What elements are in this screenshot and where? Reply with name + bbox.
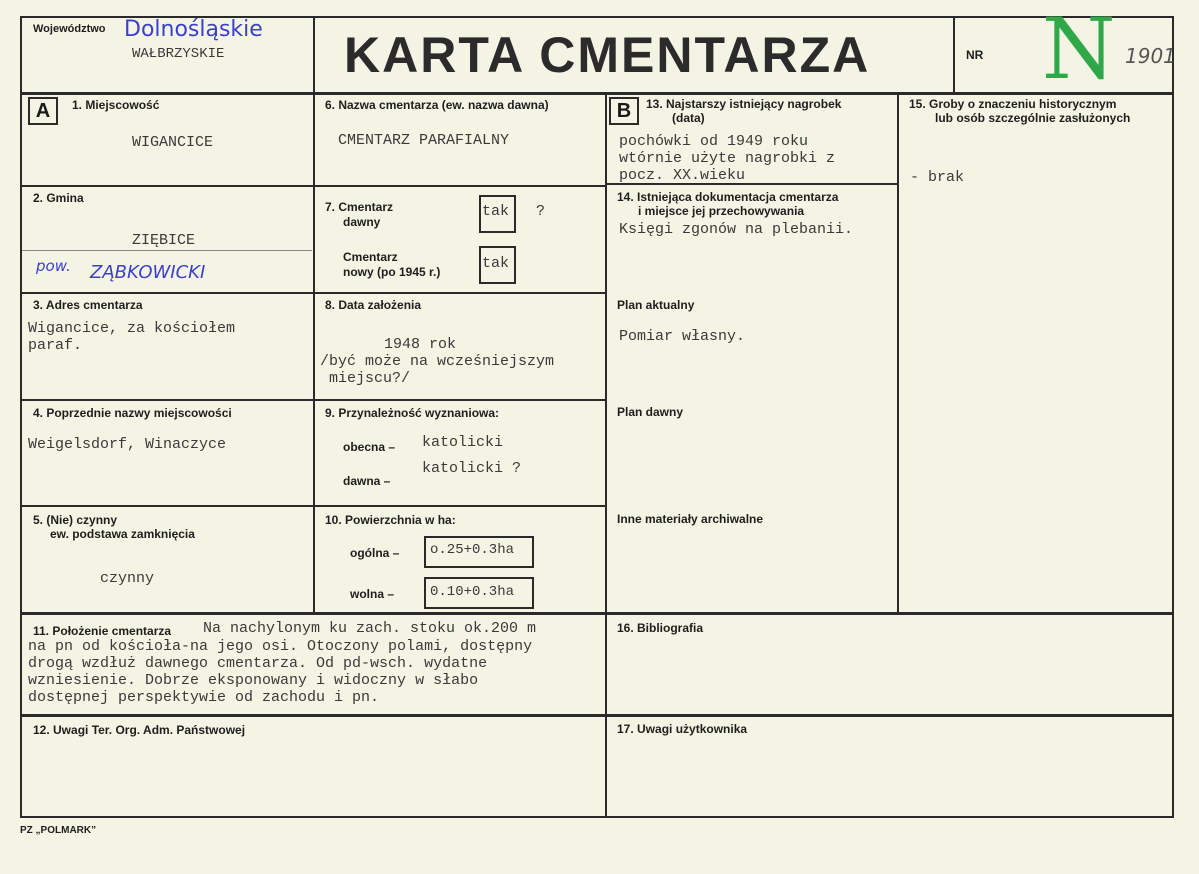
f9-label: 9. Przynależność wyznaniowa: xyxy=(325,406,500,420)
f7-dawny-label-1: 7. Cmentarz xyxy=(325,200,394,214)
section-a-marker: A xyxy=(28,97,58,125)
plan-dawny-label: Plan dawny xyxy=(617,405,684,419)
gmina-underline xyxy=(22,250,312,251)
frame-bottom xyxy=(20,816,1174,818)
f15-value: - brak xyxy=(910,169,965,186)
f14-label-1: 14. Istniejąca dokumentacja cmentarza xyxy=(617,190,839,204)
f14-label-2: i miejsce jej przechowywania xyxy=(638,204,805,218)
f9-dawna-label: dawna – xyxy=(343,474,391,488)
f7-nowy-label-1: Cmentarz xyxy=(343,250,398,264)
f2-value: ZIĘBICE xyxy=(132,232,196,249)
f9-dawna-value: katolicki ? xyxy=(422,460,522,477)
f12-label: 12. Uwagi Ter. Org. Adm. Państwowej xyxy=(33,723,246,737)
f15-label-2: lub osób szczególnie zasłużonych xyxy=(935,111,1131,125)
f7-dawny-value: tak xyxy=(482,203,510,220)
wojewodztwo-stamp: Dolnośląskie xyxy=(124,17,263,42)
wojewodztwo-label: Województwo xyxy=(33,23,106,35)
f8-value-1: 1948 rok xyxy=(384,336,457,353)
inne-materialy-label: Inne materiały archiwalne xyxy=(617,512,764,526)
f6-value: CMENTARZ PARAFIALNY xyxy=(338,132,510,149)
row-line-2 xyxy=(20,292,607,294)
row-line-4 xyxy=(20,505,607,507)
f11-line-1: Na nachylonym ku zach. stoku ok.200 m xyxy=(203,620,537,637)
f11-value: na pn od kościoła-na jego osi. Otoczony polami, dostępny drogą wzdłuż dawnego cmentarza. Od pd-wsch. wydatne wzniesienie. Dobrze eksponowany i widoczny w słabo dostępnej perspektywie od zachodu i pn. xyxy=(28,638,533,706)
f5-label-1: 5. (Nie) czynny xyxy=(33,513,118,527)
nr-letter-marker: N xyxy=(1042,0,1116,98)
f10-ogolna-value: o.25+0.3ha xyxy=(430,542,515,558)
f4-label: 4. Poprzednie nazwy miejscowości xyxy=(33,406,232,420)
row-line-5 xyxy=(20,612,1174,615)
f4-value: Weigelsdorf, Winaczyce xyxy=(28,436,227,453)
frame-left xyxy=(20,16,22,818)
f1-value: WIGANCICE xyxy=(132,134,214,151)
printer-mark: PZ „POLMARK” xyxy=(20,825,97,836)
f5-label-2: ew. podstawa zamknięcia xyxy=(50,527,195,541)
f2-label: 2. Gmina xyxy=(33,191,84,205)
f10-label: 10. Powierzchnia w ha: xyxy=(325,513,456,527)
f13-value: pochówki od 1949 roku wtórnie użyte nagrobki z pocz. XX.wieku xyxy=(619,133,836,184)
f10-wolna-value: 0.10+0.3ha xyxy=(430,584,515,600)
row-line-6 xyxy=(20,714,1174,717)
f3-label: 3. Adres cmentarza xyxy=(33,298,143,312)
f8-value-2: /być może na wcześniejszym miejscu?/ xyxy=(320,353,555,387)
col-divider-2 xyxy=(605,93,607,818)
col-divider-3 xyxy=(897,93,899,613)
f2-hand-prefix: pow. xyxy=(36,257,71,275)
f1-label: 1. Miejscowość xyxy=(72,98,160,112)
col-divider-1 xyxy=(313,93,315,613)
f9-obecna-value: katolicki xyxy=(422,434,504,451)
f7-dawny-label-2: dawny xyxy=(343,215,381,229)
f16-label: 16. Bibliografia xyxy=(617,621,704,635)
f7-nowy-value: tak xyxy=(482,255,510,272)
f13-label-1: 13. Najstarszy istniejący nagrobek xyxy=(646,97,842,111)
card-title: KARTA CMENTARZA xyxy=(344,27,871,83)
f6-label: 6. Nazwa cmentarza (ew. nazwa dawna) xyxy=(325,98,549,112)
plan-aktualny-label: Plan aktualny xyxy=(617,298,695,312)
f17-label: 17. Uwagi użytkownika xyxy=(617,722,748,736)
header-divider-2 xyxy=(953,16,955,94)
row-line-1 xyxy=(20,185,607,187)
f7-dawny-extra: ? xyxy=(536,203,546,220)
plan-aktualny-value: Pomiar własny. xyxy=(619,328,746,345)
f2-hand-value: ZĄBKOWICKI xyxy=(90,262,206,283)
f11-label: 11. Położenie cmentarza xyxy=(33,624,172,638)
f14-value: Księgi zgonów na plebanii. xyxy=(619,221,854,238)
wojewodztwo-typed: WAŁBRZYSKIE xyxy=(132,46,225,62)
nr-label: NR xyxy=(966,48,984,62)
f3-value: Wigancice, za kościołem paraf. xyxy=(28,320,236,354)
f10-ogolna-label: ogólna – xyxy=(350,546,400,560)
nr-number: 1901 xyxy=(1125,44,1176,68)
header-bottom-line xyxy=(20,92,1174,95)
frame-right xyxy=(1172,16,1174,818)
f15-label-1: 15. Groby o znaczeniu historycznym xyxy=(909,97,1117,111)
f10-wolna-label: wolna – xyxy=(350,587,395,601)
f5-value: czynny xyxy=(100,570,155,587)
f9-obecna-label: obecna – xyxy=(343,440,396,454)
section-b-marker: B xyxy=(609,97,639,125)
header-divider-1 xyxy=(313,16,315,94)
f13-label-2: (data) xyxy=(672,111,705,125)
f7-nowy-label-2: nowy (po 1945 r.) xyxy=(343,265,441,279)
row-line-3 xyxy=(20,399,607,401)
f8-label: 8. Data założenia xyxy=(325,298,422,312)
